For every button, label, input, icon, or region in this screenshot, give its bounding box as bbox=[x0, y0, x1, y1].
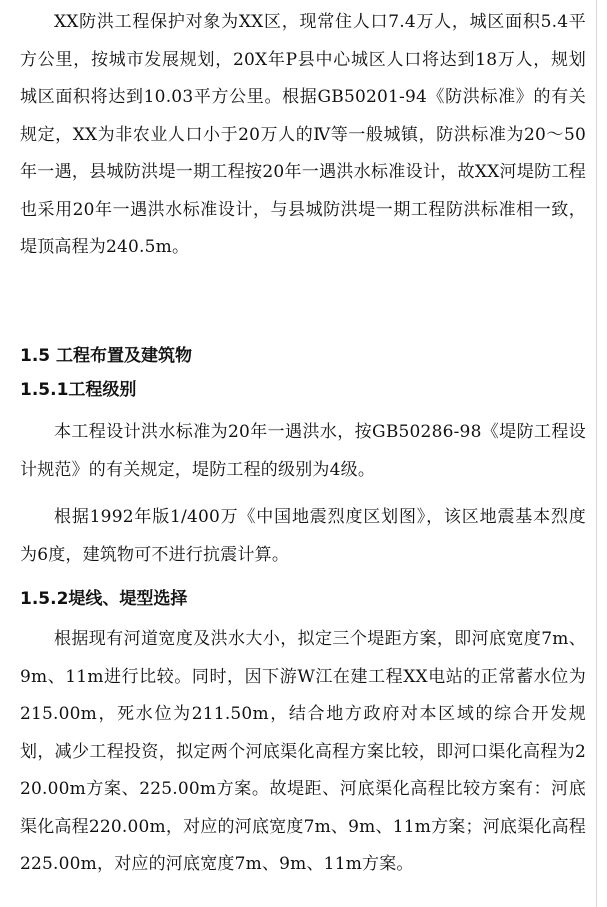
paragraph-engineering-grade: 本工程设计洪水标准为20年一遇洪水，按GB50286-98《堤防工程设计规范》的有关规定，堤防工程的级别为4级。 bbox=[20, 422, 586, 480]
section-heading-1-5-1: 1.5.1工程级别 bbox=[20, 380, 137, 400]
section-heading-1-5: 1.5 工程布置及建筑物 bbox=[20, 346, 193, 366]
paragraph-seismic-intensity: 根据1992年版1/400万《中国地震烈度区划图》，该区地震基本烈度为6度，建筑物可不进行抗震计算。 bbox=[20, 507, 586, 565]
paragraph-levee-alignment: 根据现有河道宽度及洪水大小，拟定三个堤距方案，即河底宽度7m、9m、11m进行比较。同时，因下游W江在建工程XX电站的正常蓄水位为215.00m，死水位为211.50m，结合地方政府对本区域的综合开发规划，减少工程投资，拟定两个河底渠化高程方案比较，即河口渠化高程为220.00m方案、225.00m方案。故堤距、河底渠化高程比较方案有：河底渠化高程220.00m，对应的河底宽度7m、9m、11m方案；河底渠化高程225.00m，对应的河底宽度7m、9m、11m方案。 bbox=[20, 629, 586, 874]
paragraph-flood-protection-standard: XX防洪工程保护对象为XX区，现常住人口7.4万人，城区面积5.4平方公里，按城市发展规划，20X年P县中心城区人口将达到18万人，规划城区面积将达到10.03平方公里。根据GB50201-94《防洪标准》的有关规定，XX为非农业人口小于20万人的Ⅳ等一般城镇，防洪标准为20～50年一遇，县城防洪堤一期工程按20年一遇洪水标准设计，故XX河堤防工程也采用20年一遇洪水标准设计，与县城防洪堤一期工程防洪标准相一致，堤顶高程为240.5m。 bbox=[20, 12, 586, 257]
page-edge-divider bbox=[596, 0, 597, 907]
section-heading-1-5-2: 1.5.2堤线、堤型选择 bbox=[20, 589, 188, 609]
